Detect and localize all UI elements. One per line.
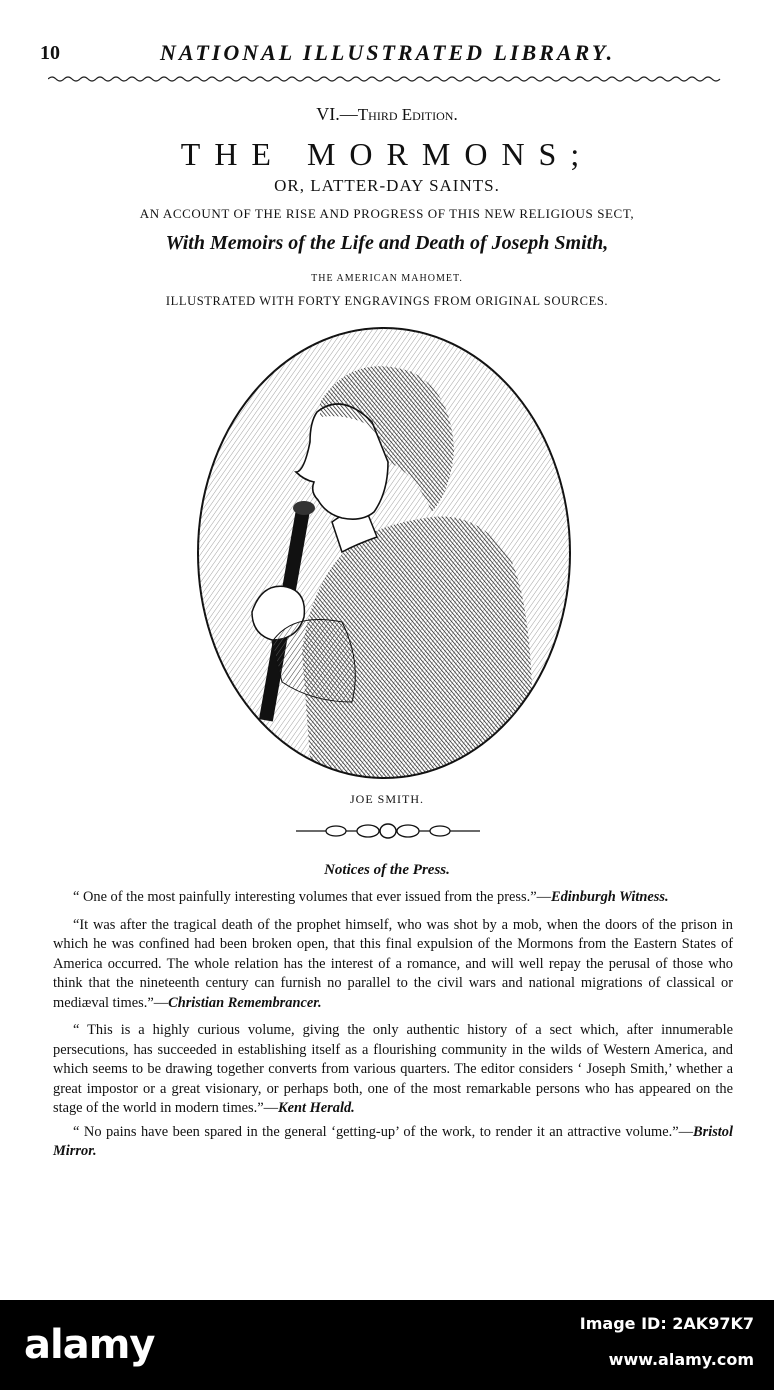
notice-quote: “ No pains have been spared in the general ‘getting-up’ of the work, to render it an attractive volume.”— — [73, 1123, 693, 1140]
portrait-engraving — [192, 322, 576, 784]
notice-paragraph — [53, 1123, 733, 1162]
press-notices — [53, 888, 733, 1170]
edition-label: Third Edition. — [357, 105, 458, 124]
notice-source: Christian Remembrancer. — [168, 994, 322, 1011]
notice-source: Bristol Mirror. — [53, 1123, 733, 1159]
watermark-bar — [0, 1300, 774, 1390]
subtitle: OR, LATTER-DAY SAINTS. — [274, 176, 500, 195]
edition-line — [0, 104, 774, 125]
notices-title: Notices of the Press. — [324, 862, 450, 878]
mahomet-line: THE AMERICAN MAHOMET. — [311, 273, 463, 284]
notice-paragraph — [53, 916, 733, 1014]
illustrated-line: ILLUSTRATED WITH FORTY ENGRAVINGS FROM ORIGINAL SOURCES. — [165, 294, 609, 308]
notice-paragraph — [53, 888, 733, 908]
notice-source: Edinburgh Witness. — [550, 889, 669, 905]
notice-paragraph — [53, 1021, 733, 1119]
notice-quote: “It was after the tragical death of the prophet himself, who was shot by a mob, when the doors of the prison in which he was confined had been broken open, that this final expulsion of the Mormons from the Eastern States of America occurred. The whole relation has the interest of a romance, and will well repay the perusal of those who think that the nineteenth century can furnish no parallel to the civil wars and national migrations of classical or mediæval times.”— — [53, 916, 733, 1011]
site-url: www.alamy.com — [608, 1350, 754, 1369]
wavy-rule — [48, 74, 724, 84]
account-line: AN ACCOUNT OF THE RISE AND PROGRESS OF THIS NEW RELIGIOUS SECT, — [139, 206, 635, 221]
portrait-caption: JOE SMITH. — [349, 792, 424, 806]
ornament-divider — [296, 820, 480, 842]
notice-quote: “ One of the most painfully interesting volumes that ever issued from the press.”— — [73, 889, 551, 905]
alamy-logo: alamy — [24, 1322, 155, 1368]
running-title: NATIONAL ILLUSTRATED LIBRARY. — [160, 40, 616, 65]
notice-quote: “ This is a highly curious volume, giving the only authentic history of a sect which, after innumerable persecutions, has succeeded in establishing itself as a flourishing community in the wilds of Western America, and which seems to be drawing together converts from various quarters. The editor considers ‘ Joseph Smith,’ whether a great impostor or a great visionary, or perhaps both, one of the most remarkable persons who has appeared on the stage of the world in modern times.”— — [53, 1022, 733, 1116]
memoirs-line: With Memoirs of the Life and Death of Joseph Smith, — [165, 232, 609, 254]
main-title: THE MORMONS; — [180, 136, 594, 172]
image-id: Image ID: 2AK97K7 — [579, 1314, 754, 1333]
edition-number: VI.— — [316, 104, 358, 124]
page-number: 10 — [40, 42, 60, 64]
notice-source: Kent Herald. — [278, 1100, 355, 1116]
